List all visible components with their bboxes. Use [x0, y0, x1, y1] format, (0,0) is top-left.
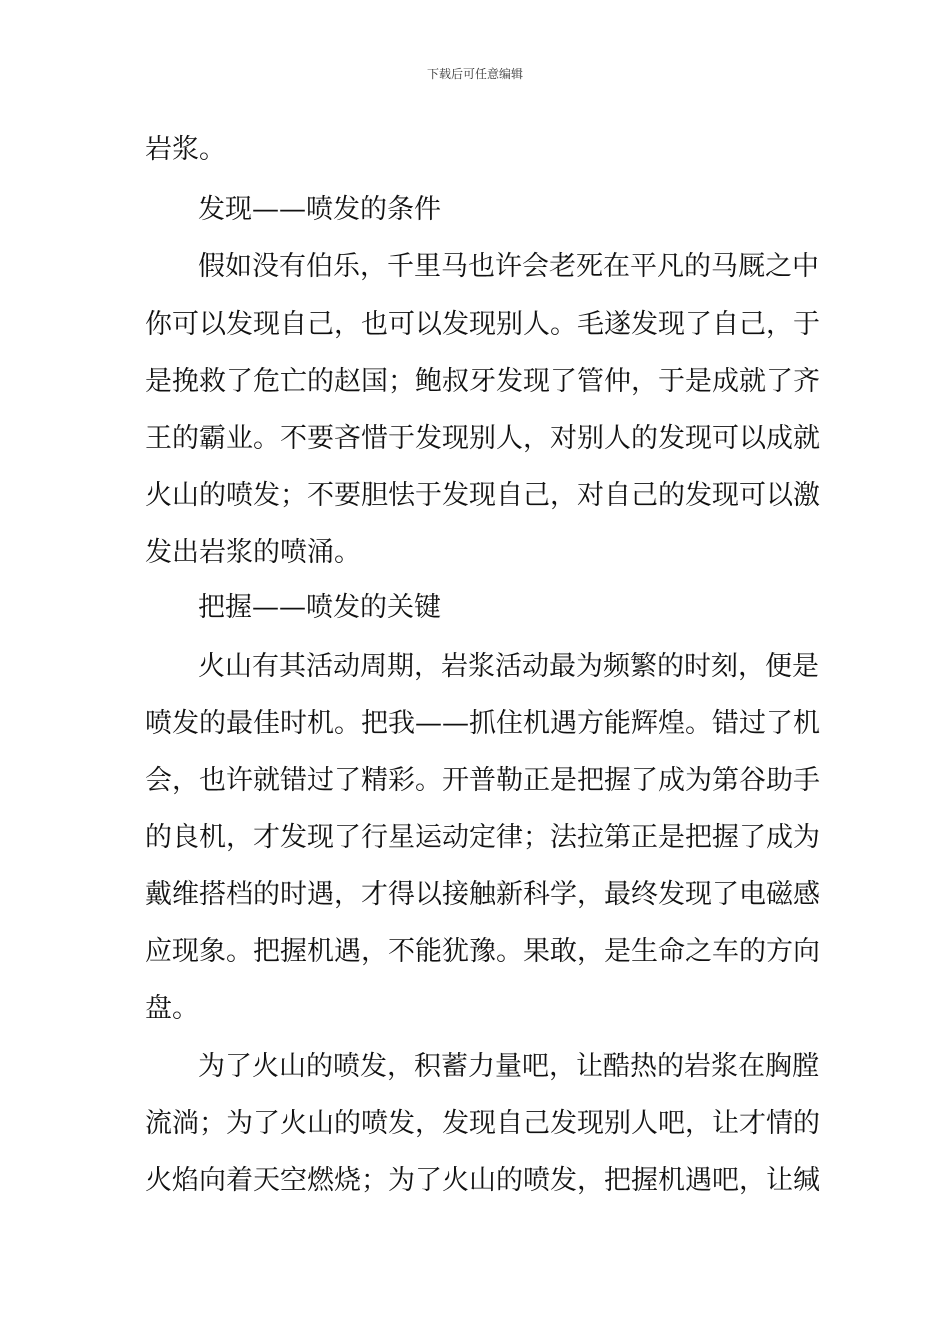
text-line-16: 盘。 — [145, 993, 199, 1024]
text-line-5: 是挽救了危亡的赵国；鲍叔牙发现了管仲，于是成就了齐 — [145, 366, 820, 397]
section-heading-grasp: 把握——喷发的关键 — [198, 592, 441, 623]
text-line-10: 火山有其活动周期，岩浆活动最为频繁的时刻，便是 — [198, 651, 819, 682]
text-line-8: 发出岩浆的喷涌。 — [145, 537, 361, 568]
text-line-17: 为了火山的喷发，积蓄力量吧，让酷热的岩浆在胸膛 — [198, 1051, 819, 1082]
text-line-11: 喷发的最佳时机。把我——抓住机遇方能辉煌。错过了机 — [145, 708, 820, 739]
section-heading-discovery: 发现——喷发的条件 — [198, 194, 441, 225]
text-line-6: 王的霸业。不要吝惜于发现别人，对别人的发现可以成就 — [145, 423, 820, 454]
text-line-19: 火焰向着天空燃烧；为了火山的喷发，把握机遇吧，让缄 — [145, 1165, 820, 1196]
text-line-14: 戴维搭档的时遇，才得以接触新科学，最终发现了电磁感 — [145, 879, 820, 910]
text-line-3: 假如没有伯乐，千里马也许会老死在平凡的马厩之中 — [198, 251, 819, 282]
text-line-13: 的良机，才发现了行星运动定律；法拉第正是把握了成为 — [145, 822, 820, 853]
text-line-12: 会，也许就错过了精彩。开普勒正是把握了成为第谷助手 — [145, 765, 820, 796]
page-header-note: 下载后可任意编辑 — [426, 67, 523, 81]
text-line-15: 应现象。把握机遇，不能犹豫。果敢，是生命之车的方向 — [145, 936, 820, 967]
text-line-4: 你可以发现自己，也可以发现别人。毛遂发现了自己，于 — [145, 309, 820, 340]
text-line-18: 流淌；为了火山的喷发，发现自己发现别人吧，让才情的 — [145, 1108, 820, 1139]
text-line-1: 岩浆。 — [145, 134, 226, 165]
text-line-7: 火山的喷发；不要胆怯于发现自己，对自己的发现可以激 — [145, 480, 820, 511]
